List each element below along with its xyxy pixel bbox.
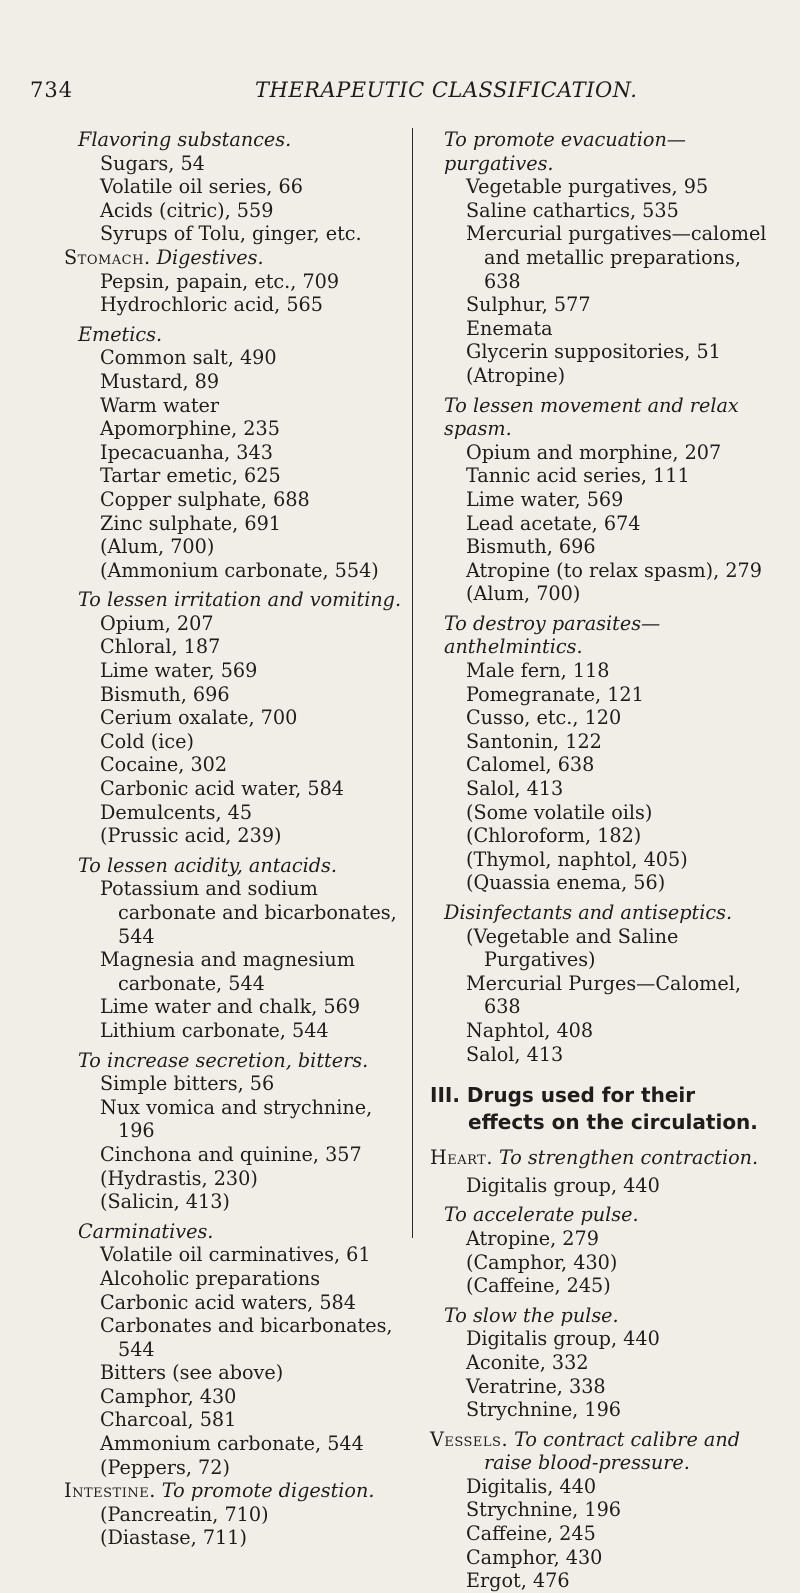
list-item: Naphtol, 408 — [466, 1018, 594, 1042]
section-iii-heading: III. Drugs used for their effects on the circulation. — [430, 1083, 758, 1135]
list-item: Simple bitters, 56 — [100, 1072, 275, 1096]
list-item: Volatile oil carminatives, 61 — [100, 1243, 371, 1267]
list-item: Volatile oil series, 66 — [100, 175, 303, 199]
list-item: (Prussic acid, 239) — [100, 824, 282, 848]
list-item: Sugars, 54 — [100, 151, 205, 175]
page-number: 734 — [30, 78, 74, 102]
list-item: Mercurial purgatives—calomel and metallic preparations, 638 — [466, 222, 767, 293]
list-item: Strychnine, 196 — [466, 1498, 621, 1522]
list-item: Caffeine, 245 — [466, 1522, 596, 1546]
list-item: Cerium oxalate, 700 — [100, 706, 298, 730]
list-item: Apomorphine, 235 — [100, 417, 280, 441]
list-item: (Peppers, 72) — [100, 1455, 230, 1479]
secretion-list — [64, 1072, 404, 1214]
carminatives-list — [64, 1243, 404, 1479]
irritation-heading: To lessen irritation and vomiting. — [78, 588, 402, 612]
secretion-heading: To increase secretion, bitters. — [78, 1048, 369, 1072]
list-item: Acids (citric), 559 — [100, 198, 274, 222]
list-item: Calomel, 638 — [466, 753, 595, 777]
spasm-heading: To lessen movement and relax spasm. — [444, 393, 739, 441]
acidity-heading: To lessen acidity, antacids. — [78, 853, 337, 877]
list-item: Camphor, 430 — [466, 1545, 603, 1569]
running-title: THERAPEUTIC CLASSIFICATION. — [255, 78, 638, 102]
list-item: Digitalis, 440 — [466, 1474, 597, 1498]
list-item: Tannic acid series, 111 — [466, 464, 690, 488]
intestine-heading: To promote digestion. — [161, 1479, 375, 1503]
list-item: Mustard, 89 — [100, 369, 220, 393]
list-item: Glycerin suppositories, 51 — [466, 340, 721, 364]
emetics-heading: Emetics. — [78, 322, 163, 346]
stomach-list — [64, 270, 404, 317]
heart-list — [430, 1174, 778, 1198]
list-item: Carbonic acid waters, 584 — [100, 1290, 356, 1314]
carminatives-heading: Carminatives. — [78, 1219, 214, 1243]
list-item: Carbonic acid water, 584 — [100, 777, 344, 801]
acidity-list — [64, 877, 404, 1042]
list-item: Alcoholic preparations — [100, 1266, 321, 1290]
list-item: Cold (ice) — [100, 729, 194, 753]
list-item: Pepsin, papain, etc., 709 — [100, 269, 340, 293]
list-item: Ipecacuanha, 343 — [100, 440, 273, 464]
list-item: Atropine (to relax spasm), 279 — [466, 558, 762, 582]
heart-line — [430, 1146, 778, 1170]
list-item: Charcoal, 581 — [100, 1408, 237, 1432]
intestine-list — [64, 1503, 404, 1550]
list-item: Demulcents, 45 — [100, 800, 253, 824]
list-item: Warm water — [100, 393, 220, 417]
list-item: Sulphur, 577 — [466, 293, 591, 317]
list-item: (Atropine) — [466, 363, 566, 387]
list-item: Cinchona and quinine, 357 — [100, 1142, 362, 1166]
list-item: Lime water, 569 — [100, 659, 258, 683]
heart-organ: Heart. — [430, 1146, 493, 1170]
list-item: (Quassia enema, 56) — [466, 871, 666, 895]
disinfectants-heading: Disinfectants and antiseptics. — [444, 901, 733, 924]
list-item: Strychnine, 196 — [466, 1398, 621, 1422]
list-item: Salol, 413 — [466, 1042, 564, 1066]
list-item: Saline cathartics, 535 — [466, 198, 679, 222]
list-item: (Ammonium carbonate, 554) — [100, 558, 379, 582]
list-item: (Salicin, 413) — [100, 1190, 230, 1214]
list-item: (Chloroform, 182) — [466, 824, 642, 848]
list-item: (Caffeine, 245) — [466, 1274, 611, 1298]
parasites-heading: To destroy parasites—anthelmintics. — [444, 611, 661, 659]
stomach-organ: Stomach. — [64, 245, 151, 269]
list-item: (Vegetable and Saline Purgatives) — [466, 924, 679, 972]
evacuation-list — [430, 175, 778, 387]
list-item: Male fern, 118 — [466, 659, 610, 683]
heart-heading: To strengthen contraction. — [498, 1146, 759, 1170]
list-item: (Some volatile oils) — [466, 800, 653, 824]
list-item: Lime water and chalk, 569 — [100, 995, 361, 1019]
list-item: (Alum, 700) — [466, 582, 581, 606]
vessels-list — [430, 1475, 778, 1593]
list-item: (Camphor, 430) — [466, 1250, 618, 1274]
list-item: Syrups of Tolu, ginger, etc. — [100, 222, 362, 246]
list-item: Digitalis group, 440 — [466, 1327, 660, 1351]
list-item: Common salt, 490 — [100, 346, 277, 370]
list-item: Santonin, 122 — [466, 729, 602, 753]
column-divider — [412, 128, 413, 1238]
irritation-list — [64, 612, 404, 848]
left-column — [64, 128, 404, 1550]
list-item: Bismuth, 696 — [466, 535, 596, 559]
stomach-heading: Digestives. — [156, 245, 264, 269]
evacuation-heading: To promote evacuation—purgatives. — [444, 128, 686, 175]
list-item: (Alum, 700) — [100, 535, 215, 559]
list-item: Cocaine, 302 — [100, 753, 228, 777]
list-item: Copper sulphate, 688 — [100, 487, 310, 511]
list-item: Opium and morphine, 207 — [466, 440, 722, 464]
intestine-organ: Intestine. — [64, 1479, 156, 1503]
list-item: Ammonium carbonate, 544 — [100, 1432, 364, 1456]
list-item: Tartar emetic, 625 — [100, 464, 281, 488]
list-item: (Pancreatin, 710) — [100, 1502, 269, 1526]
list-item: Zinc sulphate, 691 — [100, 511, 281, 535]
list-item: Magnesia and magnesium carbonate, 544 — [100, 948, 355, 995]
intestine-line — [64, 1479, 404, 1503]
list-item: Chloral, 187 — [100, 635, 221, 659]
disinfectants-list — [430, 925, 778, 1067]
pulse-accel-list — [430, 1227, 778, 1298]
list-item: (Diastase, 711) — [100, 1526, 247, 1550]
list-item: Potassium and sodium carbonate and bicarbonates, 544 — [100, 877, 397, 948]
stomach-line — [64, 246, 404, 270]
list-item: Digitalis group, 440 — [466, 1173, 660, 1197]
vessels-line — [430, 1428, 778, 1475]
emetics-list — [64, 346, 404, 582]
pulse-slow-heading: To slow the pulse. — [444, 1303, 619, 1327]
list-item: Camphor, 430 — [100, 1384, 237, 1408]
list-item: Bitters (see above) — [100, 1361, 284, 1385]
pulse-slow-list — [430, 1327, 778, 1421]
list-item: Pomegranate, 121 — [466, 682, 644, 706]
vessels-organ: Vessels. — [430, 1427, 509, 1451]
list-item: Salol, 413 — [466, 777, 564, 801]
list-item: Nux vomica and strychnine, 196 — [100, 1095, 373, 1143]
list-item: Lime water, 569 — [466, 487, 624, 511]
list-item: Ergot, 476 — [466, 1569, 570, 1593]
list-item: Atropine, 279 — [466, 1226, 599, 1250]
list-item: (Thymol, naphtol, 405) — [466, 847, 688, 871]
list-item: Mercurial Purges—Calomel, 638 — [466, 971, 741, 1019]
pulse-accel-heading: To accelerate pulse. — [444, 1203, 639, 1227]
flavoring-list — [64, 152, 404, 246]
list-item: Opium, 207 — [100, 611, 214, 635]
list-item: Hydrochloric acid, 565 — [100, 293, 323, 317]
vessels-heading: To contract calibre and raise blood-pressure. — [484, 1427, 741, 1475]
list-item: Vegetable purgatives, 95 — [466, 175, 709, 199]
list-item: Cusso, etc., 120 — [466, 706, 622, 730]
right-column — [430, 128, 778, 1593]
list-item: Enemata — [466, 316, 553, 340]
list-item: Lead acetate, 674 — [466, 511, 641, 535]
list-item: (Hydrastis, 230) — [100, 1166, 258, 1190]
list-item: Carbonates and bicarbonates, 544 — [100, 1314, 393, 1361]
list-item: Aconite, 332 — [466, 1350, 589, 1374]
flavoring-heading: Flavoring substances. — [78, 128, 292, 151]
spasm-list — [430, 441, 778, 606]
list-item: Lithium carbonate, 544 — [100, 1018, 329, 1042]
list-item: Veratrine, 338 — [466, 1374, 606, 1398]
list-item: Bismuth, 696 — [100, 682, 230, 706]
parasites-list — [430, 659, 778, 895]
